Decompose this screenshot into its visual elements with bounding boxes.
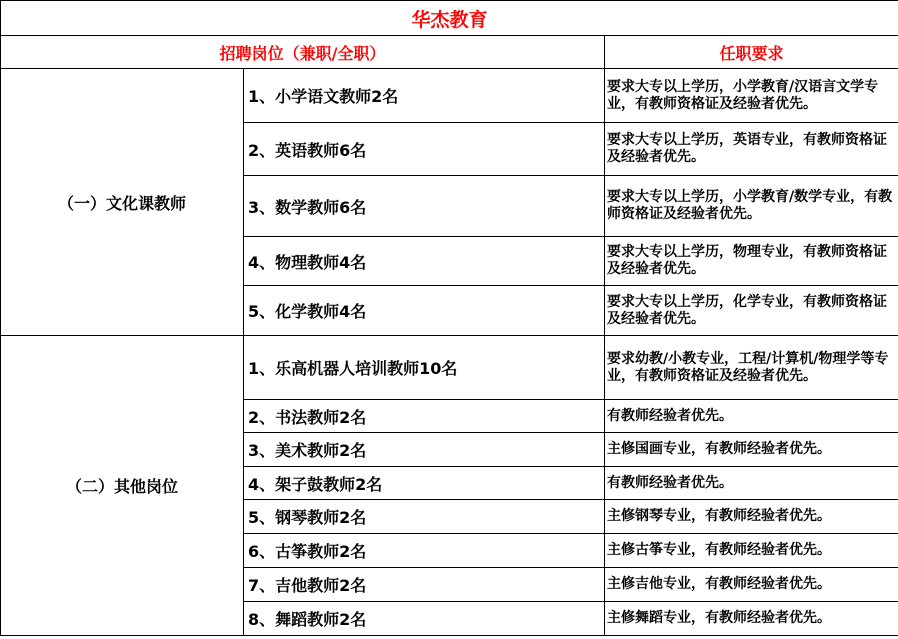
position-cell: 4、架子鼓教师2名 bbox=[244, 467, 605, 500]
position-cell: 4、物理教师4名 bbox=[244, 237, 605, 286]
position-cell: 5、化学教师4名 bbox=[244, 286, 605, 336]
table-row bbox=[1, 69, 898, 123]
table-row bbox=[1, 336, 898, 400]
position-cell: 3、数学教师6名 bbox=[244, 176, 605, 237]
header-row bbox=[1, 36, 898, 69]
position-cell: 1、小学语文教师2名 bbox=[244, 69, 605, 123]
position-cell: 2、英语教师6名 bbox=[244, 123, 605, 176]
requirement-cell: 有教师经验者优先。 bbox=[605, 400, 898, 433]
requirement-cell: 要求大专以上学历，小学教育/汉语言文学专业，有教师资格证及经验者优先。 bbox=[605, 69, 898, 123]
requirement-cell: 要求大专以上学历，英语专业，有教师资格证及经验者优先。 bbox=[605, 123, 898, 176]
position-cell: 6、古筝教师2名 bbox=[244, 534, 605, 568]
position-cell: 5、钢琴教师2名 bbox=[244, 500, 605, 534]
requirement-cell: 要求幼教/小教专业，工程/计算机/物理学等专业，有教师资格证及经验者优先。 bbox=[605, 336, 898, 400]
requirement-cell: 要求大专以上学历，小学教育/数学专业，有教师资格证及经验者优先。 bbox=[605, 176, 898, 237]
requirement-cell: 主修舞蹈专业，有教师经验者优先。 bbox=[605, 602, 898, 636]
requirement-cell: 主修钢琴专业，有教师经验者优先。 bbox=[605, 500, 898, 534]
requirement-cell: 主修国画专业，有教师经验者优先。 bbox=[605, 433, 898, 467]
requirement-cell: 主修吉他专业，有教师经验者优先。 bbox=[605, 568, 898, 602]
position-cell: 8、舞蹈教师2名 bbox=[244, 602, 605, 636]
requirement-cell: 主修古筝专业，有教师经验者优先。 bbox=[605, 534, 898, 568]
position-cell: 1、乐高机器人培训教师10名 bbox=[244, 336, 605, 400]
requirement-cell: 有教师经验者优先。 bbox=[605, 467, 898, 500]
requirement-cell: 要求大专以上学历，化学专业，有教师资格证及经验者优先。 bbox=[605, 286, 898, 336]
position-cell: 7、吉他教师2名 bbox=[244, 568, 605, 602]
header-position: 招聘岗位（兼职/全职） bbox=[1, 36, 605, 69]
table-title: 华杰教育 bbox=[1, 1, 898, 36]
position-cell: 3、美术教师2名 bbox=[244, 433, 605, 467]
position-cell: 2、书法教师2名 bbox=[244, 400, 605, 433]
title-row bbox=[1, 1, 898, 36]
category-cultural-teachers: （一）文化课教师 bbox=[1, 69, 244, 336]
category-other-positions: （二）其他岗位 bbox=[1, 336, 244, 636]
header-requirement: 任职要求 bbox=[605, 36, 898, 69]
requirement-cell: 要求大专以上学历，物理专业，有教师资格证及经验者优先。 bbox=[605, 237, 898, 286]
